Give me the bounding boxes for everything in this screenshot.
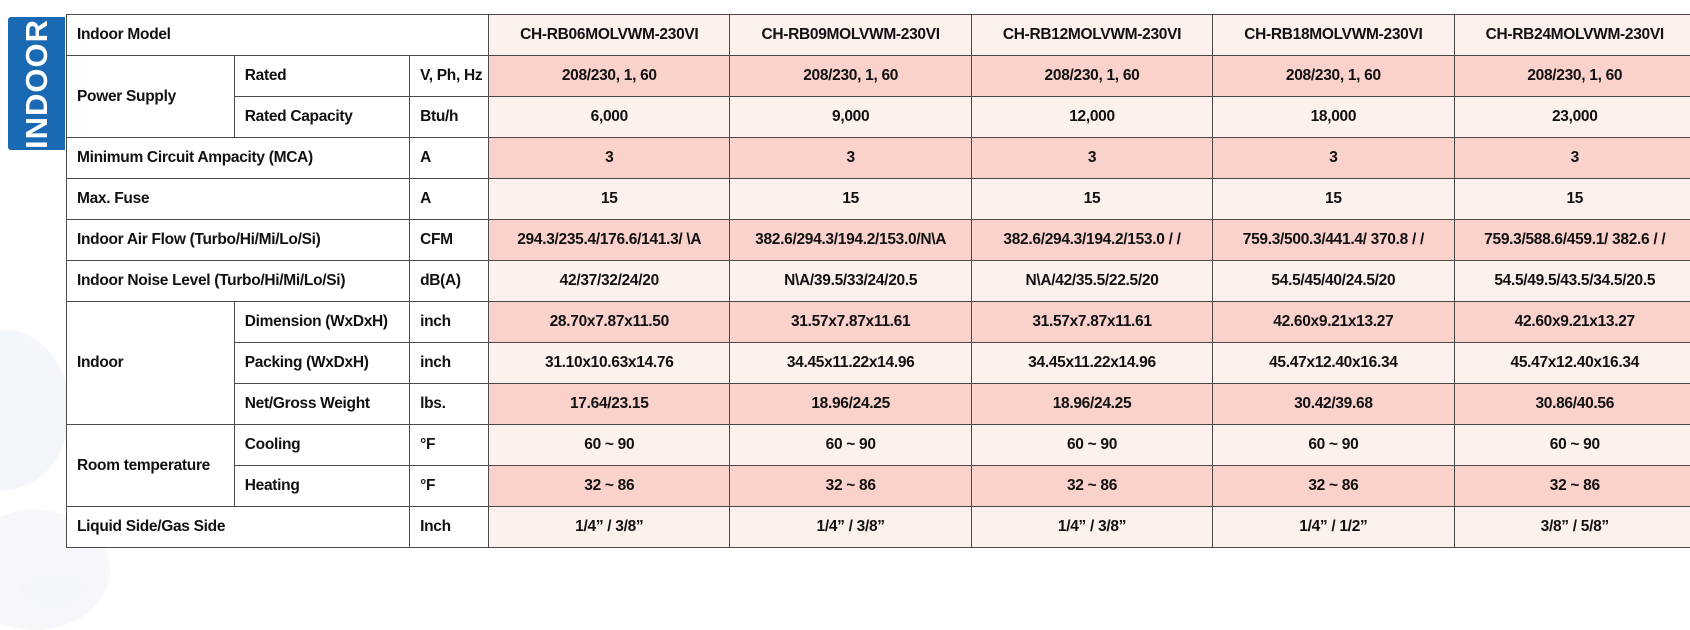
row-unit: A bbox=[410, 138, 489, 179]
cell-value: 208/230, 1, 60 bbox=[971, 56, 1212, 97]
cell-value: 54.5/49.5/43.5/34.5/20.5 bbox=[1454, 261, 1690, 302]
table-row bbox=[67, 97, 1690, 138]
row-label: Liquid Side/Gas Side bbox=[67, 507, 410, 548]
table-row bbox=[67, 56, 1690, 97]
table-row bbox=[67, 384, 1690, 425]
row-unit: °F bbox=[410, 425, 489, 466]
cell-value: 3 bbox=[730, 138, 971, 179]
cell-value: 31.10x10.63x14.76 bbox=[489, 343, 730, 384]
model-name: CH-RB24MOLVWM-230VI bbox=[1454, 15, 1690, 56]
row-label: Minimum Circuit Ampacity (MCA) bbox=[67, 138, 410, 179]
table-row bbox=[67, 179, 1690, 220]
row-label: Packing (WxDxH) bbox=[234, 343, 409, 384]
group-label: Indoor bbox=[67, 302, 235, 425]
cell-value: 759.3/500.3/441.4/ 370.8 / / bbox=[1213, 220, 1454, 261]
cell-value: 3 bbox=[489, 138, 730, 179]
cell-value: 15 bbox=[489, 179, 730, 220]
model-name: CH-RB09MOLVWM-230VI bbox=[730, 15, 971, 56]
cell-value: 60 ~ 90 bbox=[1454, 425, 1690, 466]
table-row bbox=[67, 425, 1690, 466]
row-unit: dB(A) bbox=[410, 261, 489, 302]
row-label: Indoor Model bbox=[67, 15, 489, 56]
row-label: Max. Fuse bbox=[67, 179, 410, 220]
table-row bbox=[67, 302, 1690, 343]
model-name: CH-RB18MOLVWM-230VI bbox=[1213, 15, 1454, 56]
cell-value: 208/230, 1, 60 bbox=[489, 56, 730, 97]
cell-value: 15 bbox=[1213, 179, 1454, 220]
row-label: Cooling bbox=[234, 425, 409, 466]
table-row bbox=[67, 343, 1690, 384]
model-name: CH-RB12MOLVWM-230VI bbox=[971, 15, 1212, 56]
cell-value: 30.42/39.68 bbox=[1213, 384, 1454, 425]
cell-value: 18.96/24.25 bbox=[971, 384, 1212, 425]
cell-value: 15 bbox=[971, 179, 1212, 220]
cell-value: N\A/42/35.5/22.5/20 bbox=[971, 261, 1212, 302]
cell-value: 45.47x12.40x16.34 bbox=[1213, 343, 1454, 384]
cell-value: 32 ~ 86 bbox=[1213, 466, 1454, 507]
row-unit: Btu/h bbox=[410, 97, 489, 138]
section-tab bbox=[8, 17, 65, 150]
cell-value: 1/4” / 3/8” bbox=[971, 507, 1212, 548]
cell-value: 32 ~ 86 bbox=[730, 466, 971, 507]
cell-value: 31.57x7.87x11.61 bbox=[971, 302, 1212, 343]
cell-value: 30.86/40.56 bbox=[1454, 384, 1690, 425]
cell-value: 32 ~ 86 bbox=[971, 466, 1212, 507]
cell-value: 3 bbox=[1454, 138, 1690, 179]
cell-value: 1/4” / 1/2” bbox=[1213, 507, 1454, 548]
cell-value: 17.64/23.15 bbox=[489, 384, 730, 425]
cell-value: 9,000 bbox=[730, 97, 971, 138]
row-label: Dimension (WxDxH) bbox=[234, 302, 409, 343]
cell-value: 32 ~ 86 bbox=[1454, 466, 1690, 507]
cell-value: 208/230, 1, 60 bbox=[1454, 56, 1690, 97]
row-unit: V, Ph, Hz bbox=[410, 56, 489, 97]
cell-value: 3 bbox=[971, 138, 1212, 179]
cell-value: 34.45x11.22x14.96 bbox=[971, 343, 1212, 384]
cell-value: 208/230, 1, 60 bbox=[730, 56, 971, 97]
row-label: Indoor Air Flow (Turbo/Hi/Mi/Lo/Si) bbox=[67, 220, 410, 261]
cell-value: 32 ~ 86 bbox=[489, 466, 730, 507]
table-row bbox=[67, 220, 1690, 261]
row-unit: Inch bbox=[410, 507, 489, 548]
row-unit: inch bbox=[410, 343, 489, 384]
cell-value: 60 ~ 90 bbox=[971, 425, 1212, 466]
cell-value: 42.60x9.21x13.27 bbox=[1454, 302, 1690, 343]
cell-value: 60 ~ 90 bbox=[1213, 425, 1454, 466]
row-label: Heating bbox=[234, 466, 409, 507]
row-label: Net/Gross Weight bbox=[234, 384, 409, 425]
table-row bbox=[67, 138, 1690, 179]
cell-value: 759.3/588.6/459.1/ 382.6 / / bbox=[1454, 220, 1690, 261]
header-row bbox=[67, 15, 1690, 56]
model-name: CH-RB06MOLVWM-230VI bbox=[489, 15, 730, 56]
cell-value: 23,000 bbox=[1454, 97, 1690, 138]
cell-value: 382.6/294.3/194.2/153.0/N\A bbox=[730, 220, 971, 261]
row-unit: lbs. bbox=[410, 384, 489, 425]
background-decoration bbox=[20, 570, 90, 610]
cell-value: 382.6/294.3/194.2/153.0 / / bbox=[971, 220, 1212, 261]
cell-value: 28.70x7.87x11.50 bbox=[489, 302, 730, 343]
cell-value: 1/4” / 3/8” bbox=[489, 507, 730, 548]
row-label: Rated bbox=[234, 56, 409, 97]
cell-value: 12,000 bbox=[971, 97, 1212, 138]
cell-value: 31.57x7.87x11.61 bbox=[730, 302, 971, 343]
cell-value: 18,000 bbox=[1213, 97, 1454, 138]
row-unit: °F bbox=[410, 466, 489, 507]
row-unit: CFM bbox=[410, 220, 489, 261]
cell-value: 208/230, 1, 60 bbox=[1213, 56, 1454, 97]
cell-value: 60 ~ 90 bbox=[730, 425, 971, 466]
group-label: Room temperature bbox=[67, 425, 235, 507]
table-row bbox=[67, 261, 1690, 302]
cell-value: 3 bbox=[1213, 138, 1454, 179]
cell-value: N\A/39.5/33/24/20.5 bbox=[730, 261, 971, 302]
spec-table bbox=[66, 14, 1690, 548]
section-tab-label: INDOOR bbox=[19, 19, 55, 149]
cell-value: 45.47x12.40x16.34 bbox=[1454, 343, 1690, 384]
cell-value: 54.5/45/40/24.5/20 bbox=[1213, 261, 1454, 302]
cell-value: 15 bbox=[730, 179, 971, 220]
cell-value: 18.96/24.25 bbox=[730, 384, 971, 425]
row-label: Indoor Noise Level (Turbo/Hi/Mi/Lo/Si) bbox=[67, 261, 410, 302]
cell-value: 6,000 bbox=[489, 97, 730, 138]
table-row bbox=[67, 466, 1690, 507]
cell-value: 1/4” / 3/8” bbox=[730, 507, 971, 548]
row-label: Rated Capacity bbox=[234, 97, 409, 138]
cell-value: 42.60x9.21x13.27 bbox=[1213, 302, 1454, 343]
cell-value: 15 bbox=[1454, 179, 1690, 220]
group-label: Power Supply bbox=[67, 56, 235, 138]
table-row bbox=[67, 507, 1690, 548]
row-unit: inch bbox=[410, 302, 489, 343]
row-unit: A bbox=[410, 179, 489, 220]
cell-value: 34.45x11.22x14.96 bbox=[730, 343, 971, 384]
cell-value: 3/8” / 5/8” bbox=[1454, 507, 1690, 548]
cell-value: 42/37/32/24/20 bbox=[489, 261, 730, 302]
background-decoration bbox=[0, 330, 70, 490]
cell-value: 294.3/235.4/176.6/141.3/ \A bbox=[489, 220, 730, 261]
cell-value: 60 ~ 90 bbox=[489, 425, 730, 466]
